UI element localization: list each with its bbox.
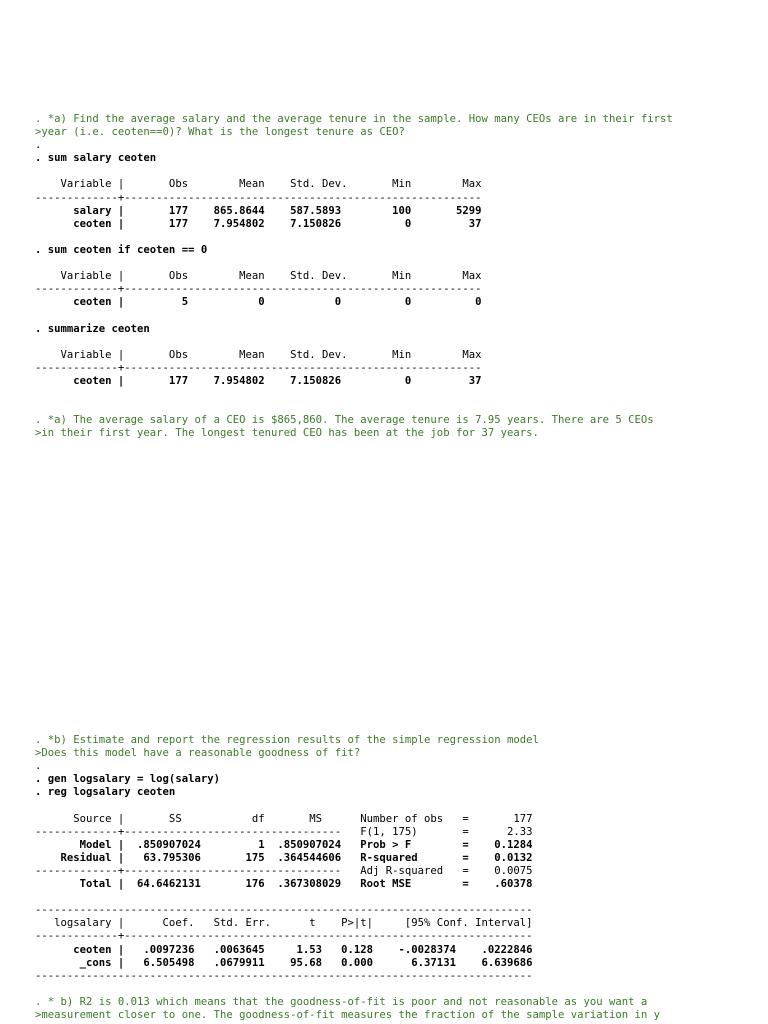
anova-rule-2: -------------+---------------------------------- Adj R-squared = 0.0075: [35, 864, 533, 877]
anova-row-model: Model | .850907024 1 .850907024 Prob > F = 0.1284: [35, 838, 533, 851]
table3-rule: -------------+--------------------------------------------------------: [35, 361, 482, 374]
question-b-line-2: >Does this model have a reasonable goodness of fit?: [35, 747, 361, 760]
question-b-line-1: . *b) Estimate and report the regression results of the simple regression model: [35, 734, 539, 746]
answer-b-line-2: >measurement closer to one. The goodness-of-fit measures the fraction of the sample variation in y: [35, 1008, 661, 1021]
coef-rule-bottom: ------------------------------------------------------------------------------: [35, 969, 533, 982]
anova-rule-1: -------------+---------------------------------- F(1, 175) = 2.33: [35, 825, 533, 838]
question-a-line-2: >year (i.e. ceoten==0)? What is the longest tenure as CEO?: [35, 126, 405, 139]
coef-row-cons: _cons | 6.505498 .0679911 95.68 0.000 6.37131 6.639686: [35, 956, 533, 969]
dot-line: .: [35, 139, 42, 152]
dot-line-b: .: [35, 760, 42, 773]
section-b: [35, 734, 660, 1022]
table3-header: Variable | Obs Mean Std. Dev. Min Max: [35, 348, 482, 361]
answer-a-line-2: >in their first year. The longest tenured CEO has been at the job for 37 years.: [35, 427, 539, 440]
command-summarize-ceoten: . summarize ceoten: [35, 322, 150, 335]
question-a-line-1: . *a) Find the average salary and the average tenure in the sample. How many CEOs are in their first: [35, 113, 673, 125]
coef-rule-mid: -------------+----------------------------------------------------------------: [35, 930, 533, 943]
table1-row-salary: salary | 177 865.8644 587.5893 100 5299: [35, 204, 482, 217]
table2-row-ceoten: ceoten | 5 0 0 0 0: [35, 296, 482, 309]
command-sum-ceoten-if: . sum ceoten if ceoten == 0: [35, 243, 208, 256]
answer-a-line-1: . *a) The average salary of a CEO is $865,860. The average tenure is 7.95 years. There are 5 CEOs: [35, 414, 654, 427]
table1-rule: -------------+--------------------------------------------------------: [35, 191, 482, 204]
anova-row-total: Total | 64.6462131 176 .367308029 Root MSE = .60378: [35, 878, 533, 891]
table2-rule: -------------+--------------------------------------------------------: [35, 283, 482, 296]
table2-header: Variable | Obs Mean Std. Dev. Min Max: [35, 270, 482, 283]
anova-header: Source | SS df MS Number of obs = 177: [35, 812, 533, 825]
table3-row-ceoten: ceoten | 177 7.954802 7.150826 0 37: [35, 374, 482, 387]
coef-row-ceoten: ceoten | .0097236 .0063645 1.53 0.128 -.0028374 .0222846: [35, 943, 533, 956]
command-sum-salary-ceoten: . sum salary ceoten: [35, 152, 157, 165]
answer-b-line-1: . * b) R2 is 0.013 which means that the goodness-of-fit is poor and not reasonable as you want a: [35, 995, 648, 1008]
anova-row-residual: Residual | 63.795306 175 .364544606 R-squared = 0.0132: [35, 851, 533, 864]
table1-row-ceoten: ceoten | 177 7.954802 7.150826 0 37: [35, 217, 482, 230]
coef-header: logsalary | Coef. Std. Err. t P>|t| [95% Conf. Interval]: [35, 917, 533, 930]
table1-header: Variable | Obs Mean Std. Dev. Min Max: [35, 178, 482, 191]
command-reg-logsalary: . reg logsalary ceoten: [35, 786, 176, 799]
coef-rule-top: ------------------------------------------------------------------------------: [35, 904, 533, 917]
command-gen-logsalary: . gen logsalary = log(salary): [35, 773, 220, 786]
section-a: [35, 113, 673, 440]
